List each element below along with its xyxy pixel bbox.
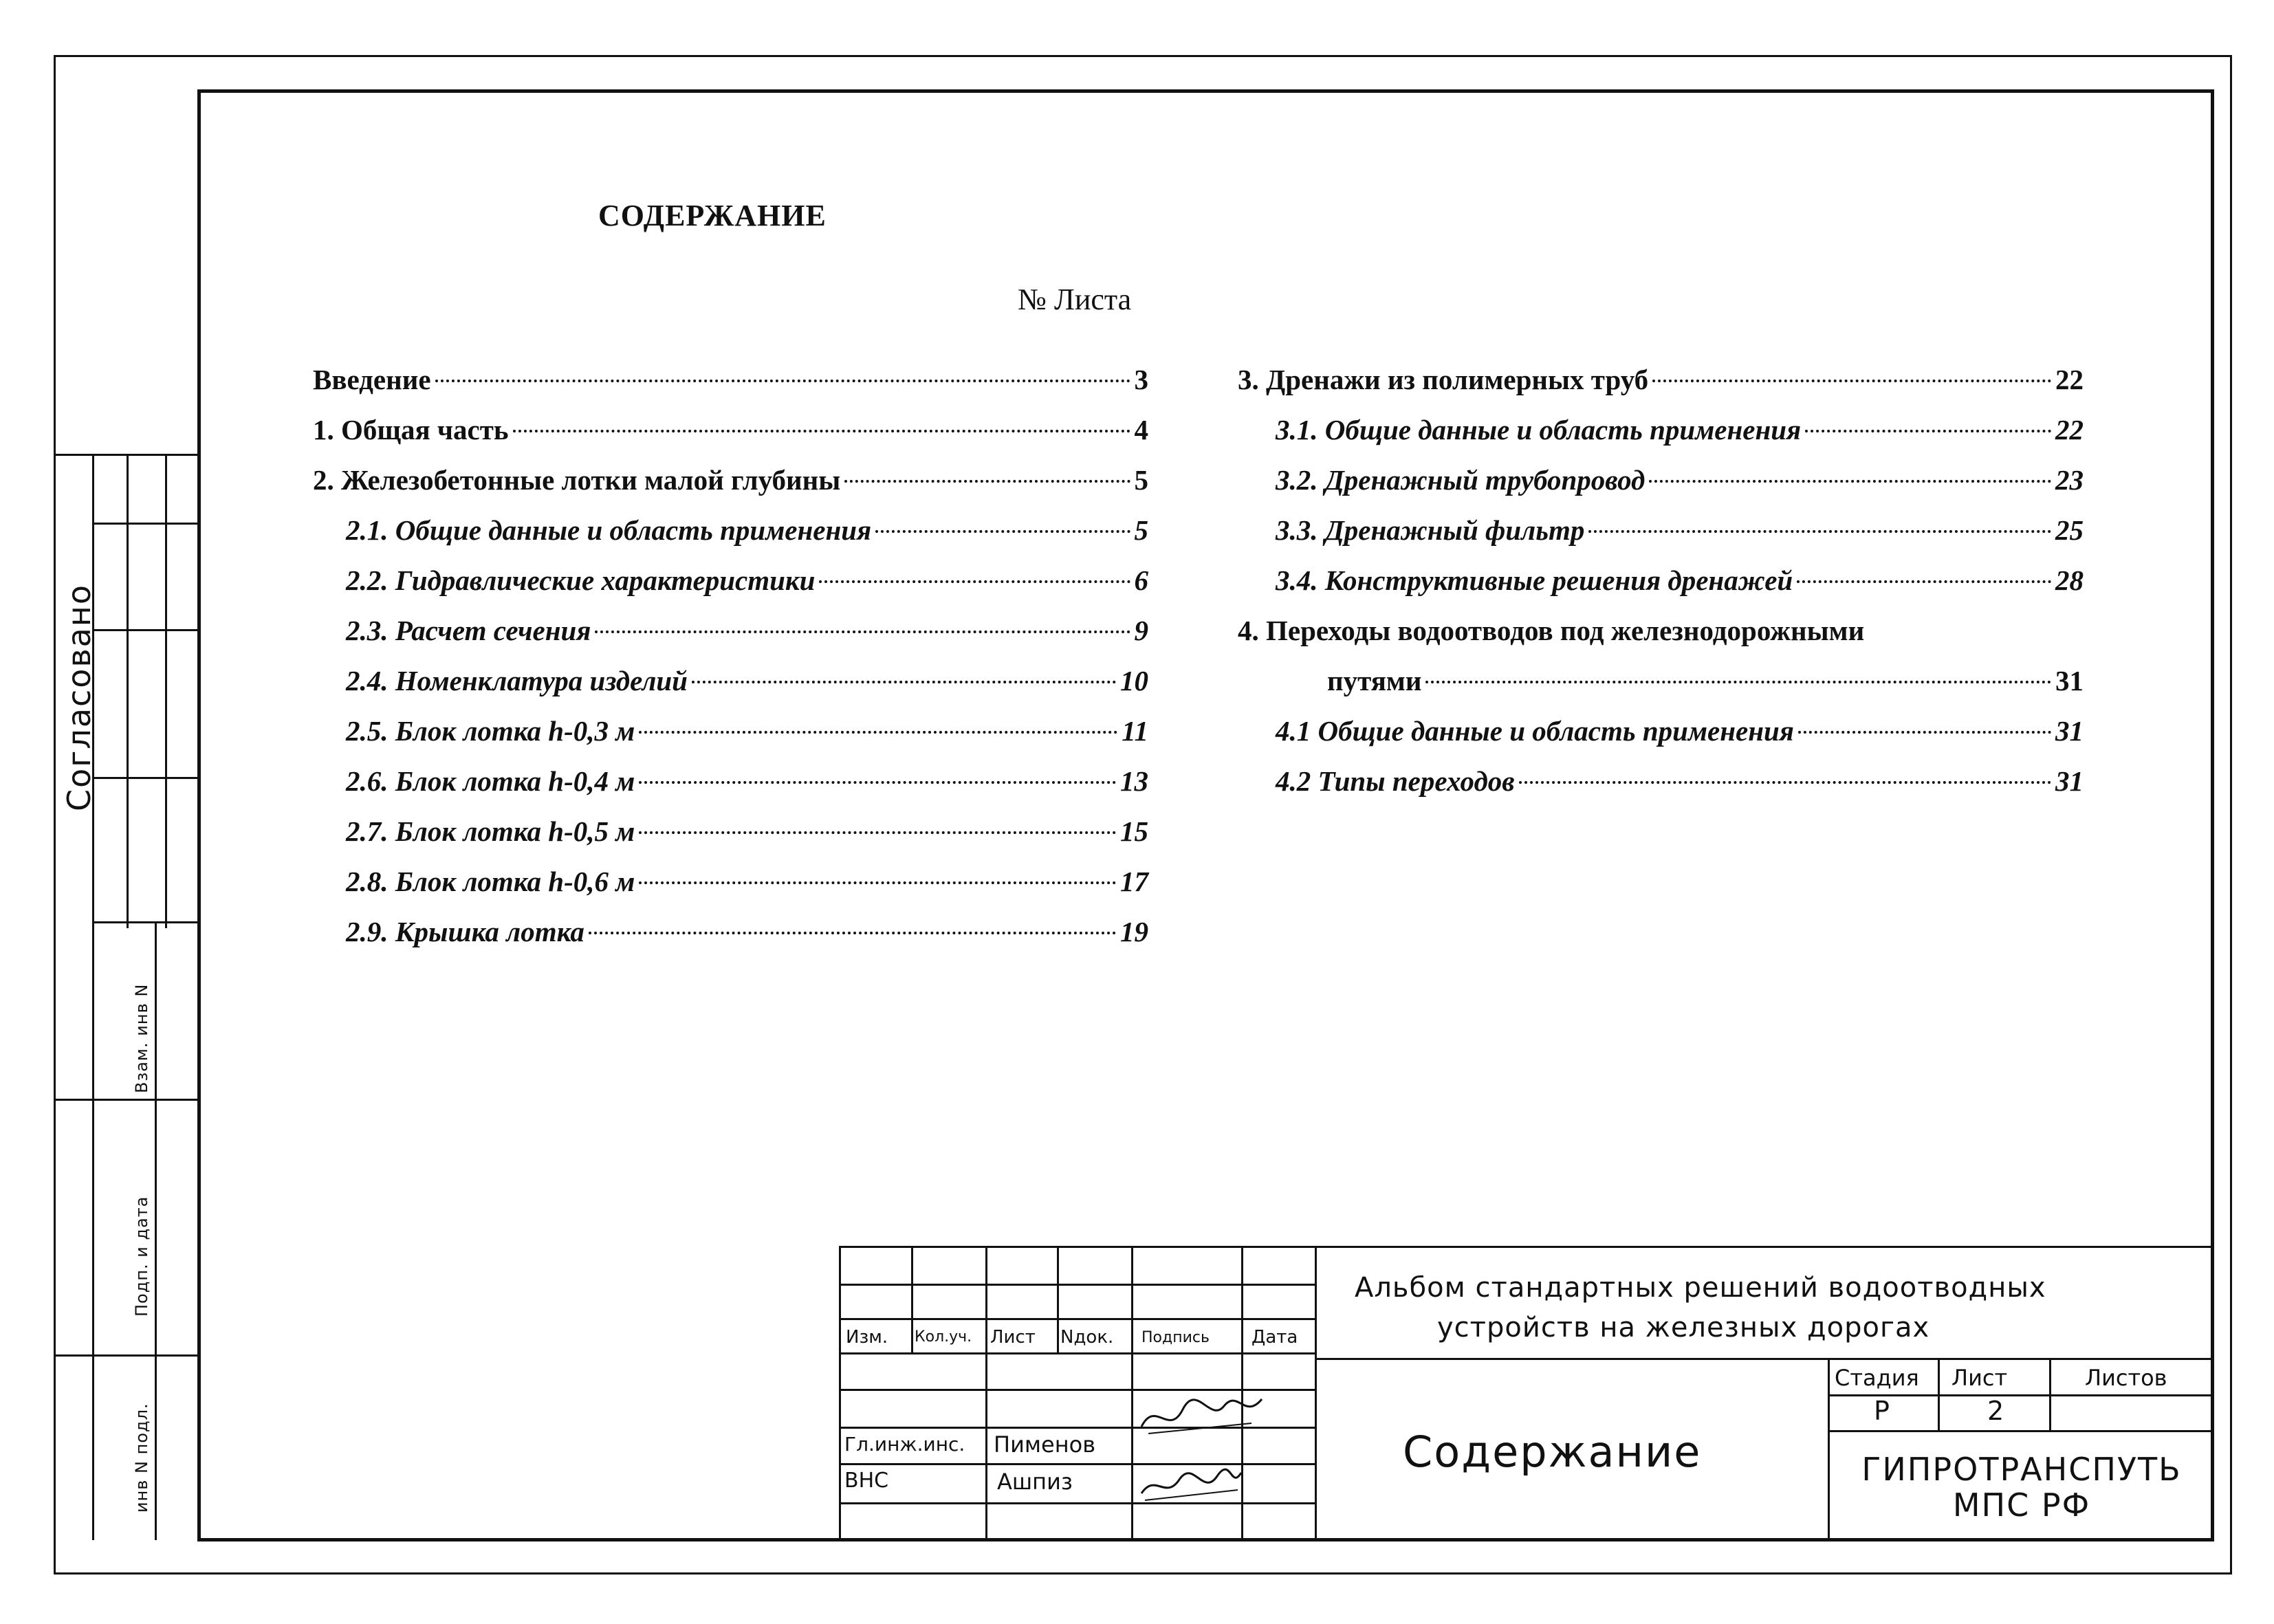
toc-left-column: [313, 363, 1148, 965]
toc-entry-label: 3. Дренажи из полимерных труб: [1238, 364, 1649, 395]
sheets-label: Листов: [2085, 1365, 2167, 1391]
toc-entry-label: 2.5. Блок лотка h-0,3 м: [346, 715, 635, 747]
stamp-line: [92, 777, 199, 779]
dot-leader: [1798, 731, 2051, 734]
stamp-line: [54, 1099, 199, 1101]
dot-leader: [1588, 530, 2051, 533]
stage-label: Стадия: [1835, 1365, 1919, 1391]
toc-entry-page: 9: [1134, 615, 1148, 646]
toc-entry: [313, 614, 1148, 664]
tb-person-name: Ашпиз: [997, 1469, 1073, 1495]
toc-entry-page: 31: [2055, 715, 2084, 747]
tb-line: [1828, 1358, 1830, 1541]
tb-line: [911, 1246, 913, 1352]
stamp-line: [54, 454, 199, 456]
tb-header-podpis: Подпись: [1141, 1329, 1210, 1346]
stamp-line: [92, 523, 199, 525]
toc-entry-label: 3.1. Общие данные и область применения: [1276, 414, 1802, 446]
toc-entry-page: 6: [1134, 564, 1148, 596]
toc-entry-label: 3.2. Дренажный трубопровод: [1276, 464, 1646, 496]
tb-role: Гл.инж.инс.: [844, 1433, 965, 1456]
stage-value: Р: [1874, 1396, 1890, 1426]
toc-entry-label: 4. Переходы водоотводов под железнодорожными: [1238, 615, 1865, 646]
tb-header-ndok: Nдок.: [1060, 1327, 1114, 1348]
project-title-line1: Альбом стандартных решений водоотводных: [1355, 1272, 2046, 1304]
toc-entry-page: 25: [2055, 514, 2084, 546]
toc-entry: [1238, 363, 2084, 413]
tb-line: [839, 1389, 1315, 1391]
toc-entry-label: 1. Общая часть: [313, 414, 509, 446]
tb-line: [1057, 1246, 1059, 1352]
toc-entry-label: 4.1 Общие данные и область применения: [1276, 715, 1794, 747]
toc-entry: [313, 815, 1148, 865]
sheet-value: 2: [1987, 1396, 2004, 1426]
tb-line: [839, 1284, 1315, 1286]
dot-leader: [513, 430, 1130, 432]
toc-entry-page: 22: [2055, 414, 2084, 446]
agreed-label: Согласовано: [61, 584, 98, 811]
toc-entry-page: 15: [1120, 815, 1148, 847]
dot-leader: [1425, 681, 2051, 683]
dot-leader: [1797, 580, 2051, 583]
dot-leader: [819, 580, 1130, 583]
project-title-line2: устройств на железных дорогах: [1437, 1312, 1930, 1343]
tb-header-data: Дата: [1251, 1327, 1298, 1348]
toc-right-column: [1238, 363, 2084, 815]
toc-entry-label: 2.7. Блок лотка h-0,5 м: [346, 815, 635, 847]
toc-entry-page: 4: [1134, 414, 1148, 446]
toc-entry: [313, 514, 1148, 564]
toc-entry-label: 3.3. Дренажный фильтр: [1276, 514, 1585, 546]
sheet-number-header: № Листа: [1018, 283, 1132, 316]
organization-name: ГИПРОТРАНСПУТЬ: [1861, 1451, 2182, 1488]
toc-entry-page: 10: [1120, 665, 1148, 696]
dot-leader: [595, 630, 1130, 633]
tb-line: [985, 1246, 987, 1541]
tb-line: [839, 1246, 2214, 1248]
dot-leader: [1805, 430, 2051, 432]
toc-entry: [1238, 664, 2084, 714]
tb-role: ВНС: [844, 1469, 889, 1493]
tb-line: [839, 1463, 1315, 1465]
dot-leader: [639, 831, 1116, 834]
toc-entry: [313, 363, 1148, 413]
toc-entry: [313, 865, 1148, 915]
toc-entry-page: 11: [1122, 715, 1148, 747]
toc-entry: [1238, 714, 2084, 765]
stamp-line: [54, 1354, 199, 1357]
toc-entry: [313, 915, 1148, 965]
dot-leader: [875, 530, 1130, 533]
tb-line: [1315, 1358, 2214, 1360]
toc-entry: [1238, 413, 2084, 463]
dot-leader: [1519, 781, 2051, 784]
toc-entry: [1238, 564, 2084, 614]
tb-header-izm: Изм.: [846, 1327, 888, 1348]
tb-line: [839, 1318, 1315, 1320]
toc-entry: [313, 564, 1148, 614]
toc-entry-label: путями: [1327, 665, 1422, 696]
tb-line: [1828, 1430, 2214, 1432]
signature-image: [1135, 1396, 1265, 1437]
toc-entry-label: 2.4. Номенклатура изделий: [346, 665, 688, 696]
tb-line: [839, 1352, 1315, 1354]
dot-leader: [435, 380, 1130, 382]
dot-leader: [1649, 480, 2051, 483]
sheet-label: Лист: [1952, 1365, 2008, 1391]
tb-person-name: Пименов: [994, 1431, 1096, 1458]
stamp-line: [92, 629, 199, 631]
toc-entry-label: 2.3. Расчет сечения: [346, 615, 591, 646]
toc-entry: [313, 714, 1148, 765]
toc-entry-label: 2.8. Блок лотка h-0,6 м: [346, 866, 635, 897]
toc-entry: [1238, 765, 2084, 815]
toc-entry-label: 4.2 Типы переходов: [1276, 765, 1515, 797]
toc-entry-page: 13: [1120, 765, 1148, 797]
page-title: СОДЕРЖАНИЕ: [598, 199, 827, 232]
inv-orig-label: инв N подл.: [132, 1403, 151, 1513]
dot-leader: [692, 681, 1116, 683]
toc-entry-page: 3: [1134, 364, 1148, 395]
toc-entry-label: 2.6. Блок лотка h-0,4 м: [346, 765, 635, 797]
sign-date-label: Подп. и дата: [132, 1196, 151, 1317]
toc-entry-page: 31: [2055, 765, 2084, 797]
sheet-name: Содержание: [1403, 1427, 1702, 1477]
dot-leader: [639, 731, 1117, 734]
stamp-line: [155, 921, 157, 1540]
signature-image: [1135, 1466, 1245, 1504]
toc-entry-label: 2.9. Крышка лотка: [346, 916, 584, 947]
toc-entry-page: 28: [2055, 564, 2084, 596]
stamp-line: [165, 454, 167, 928]
toc-entry-page: 22: [2055, 364, 2084, 395]
toc-entry: [1238, 514, 2084, 564]
toc-entry-page: 23: [2055, 464, 2084, 496]
dot-leader: [1652, 380, 2051, 382]
toc-entry-label: Введение: [313, 364, 431, 395]
stamp-line: [92, 921, 199, 923]
stamp-line: [127, 454, 129, 928]
tb-line: [1131, 1246, 1133, 1541]
organization-subtitle: МПС РФ: [1952, 1486, 2091, 1524]
dot-leader: [844, 480, 1130, 483]
toc-entry: [313, 765, 1148, 815]
toc-entry: [313, 413, 1148, 463]
toc-entry-label: 2.1. Общие данные и область применения: [346, 514, 872, 546]
toc-entry-label: 2. Железобетонные лотки малой глубины: [313, 464, 841, 496]
toc-entry-page: 31: [2055, 665, 2084, 696]
toc-entry: [313, 664, 1148, 714]
dot-leader: [639, 781, 1116, 784]
replace-inv-label: Взам. инв N: [132, 983, 151, 1093]
dot-leader: [589, 932, 1116, 934]
tb-header-list: Лист: [990, 1327, 1036, 1348]
toc-entry-page: 19: [1120, 916, 1148, 947]
toc-entry-page: 17: [1120, 866, 1148, 897]
tb-line: [1315, 1246, 1317, 1541]
toc-entry-label: 3.4. Конструктивные решения дренажей: [1276, 564, 1793, 596]
toc-entry-page: 5: [1134, 514, 1148, 546]
toc-entry: [1238, 463, 2084, 514]
dot-leader: [639, 881, 1116, 884]
toc-entry-page: 5: [1134, 464, 1148, 496]
tb-header-kol-uch: Кол.уч.: [915, 1328, 972, 1346]
toc-entry: [313, 463, 1148, 514]
tb-line: [839, 1246, 841, 1541]
toc-entry-label: 2.2. Гидравлические характеристики: [346, 564, 816, 596]
